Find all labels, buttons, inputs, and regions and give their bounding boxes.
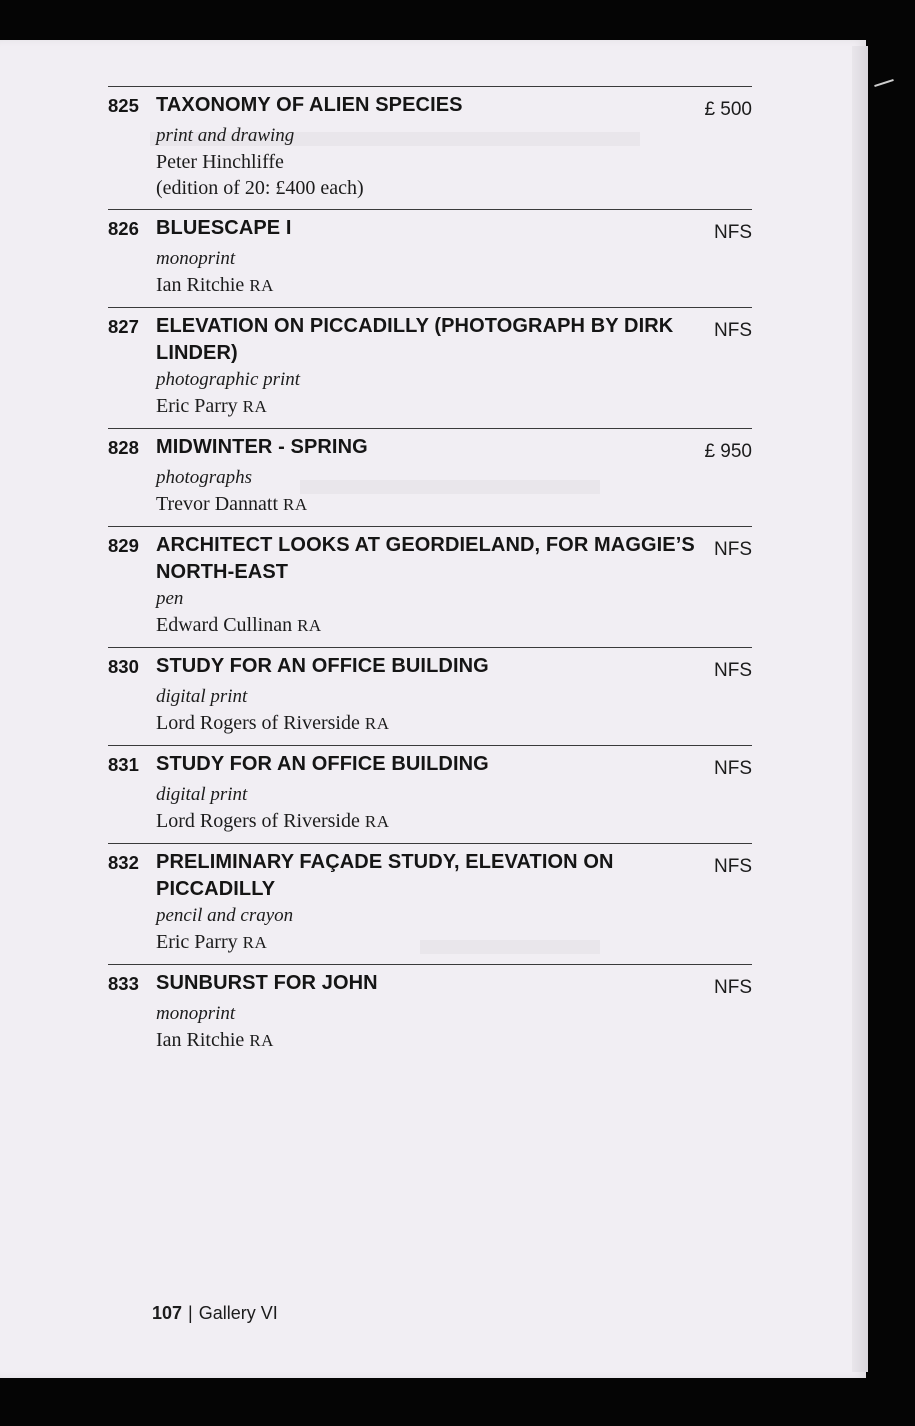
ra-suffix: RA bbox=[364, 714, 390, 733]
entry-title: STUDY FOR AN OFFICE BUILDING bbox=[156, 753, 489, 775]
entry-title: ARCHITECT LOOKS AT GEORDIELAND, FOR MAGGIE’S NORTH-EAST bbox=[156, 534, 695, 583]
artist-name: Edward Cullinan bbox=[156, 614, 293, 636]
entry-artist bbox=[156, 149, 752, 175]
entry-price: NFS bbox=[714, 758, 752, 779]
entry-title: PRELIMINARY FAÇADE STUDY, ELEVATION ON PICCADILLY bbox=[156, 851, 614, 900]
entry-number: 826 bbox=[108, 218, 139, 239]
entry-artist bbox=[156, 808, 752, 835]
entry-medium: photographs bbox=[156, 467, 253, 488]
catalogue-entry bbox=[108, 428, 752, 526]
artist-name: Eric Parry bbox=[156, 395, 238, 417]
entry-medium: monoprint bbox=[156, 248, 236, 269]
page-number: 107 bbox=[152, 1303, 183, 1323]
artist-name: Ian Ritchie bbox=[156, 274, 245, 296]
entry-medium: photographic print bbox=[156, 369, 301, 390]
entry-price: £ 950 bbox=[704, 441, 752, 462]
ra-suffix: RA bbox=[242, 933, 268, 952]
catalogue-entry bbox=[108, 647, 752, 745]
entry-artist bbox=[156, 710, 752, 737]
entry-number: 827 bbox=[108, 316, 139, 337]
section-name: Gallery VI bbox=[198, 1303, 278, 1323]
entry-price: NFS bbox=[714, 977, 752, 998]
ra-suffix: RA bbox=[249, 1031, 274, 1050]
entry-price: NFS bbox=[714, 660, 752, 681]
entry-edition: (edition of 20: £400 each) bbox=[156, 177, 364, 199]
entry-title: STUDY FOR AN OFFICE BUILDING bbox=[156, 655, 489, 677]
entry-number: 825 bbox=[108, 95, 139, 116]
catalogue-entry bbox=[108, 86, 752, 209]
catalogue-entry bbox=[108, 209, 752, 307]
ra-suffix: RA bbox=[242, 397, 268, 416]
entry-price: NFS bbox=[714, 320, 752, 341]
entry-medium: digital print bbox=[156, 686, 248, 707]
entry-artist bbox=[156, 491, 752, 518]
artist-name: Ian Ritchie bbox=[156, 1029, 245, 1051]
entry-medium: digital print bbox=[156, 784, 248, 805]
ra-suffix: RA bbox=[364, 812, 390, 831]
entry-artist bbox=[156, 393, 752, 420]
page-edge bbox=[852, 46, 868, 1372]
entry-title: ELEVATION ON PICCADILLY (PHOTOGRAPH BY DIRK LINDER) bbox=[156, 315, 674, 364]
ra-suffix: RA bbox=[249, 276, 274, 295]
scan-mark bbox=[874, 79, 894, 87]
entry-number: 828 bbox=[108, 437, 139, 458]
catalogue-entry bbox=[108, 964, 752, 1062]
entry-price: £ 500 bbox=[704, 99, 752, 120]
entry-artist bbox=[156, 1027, 752, 1054]
entry-title: TAXONOMY OF ALIEN SPECIES bbox=[156, 94, 463, 116]
catalogue-list bbox=[108, 86, 752, 1062]
artist-name: Lord Rogers of Riverside bbox=[156, 712, 360, 734]
page-footer bbox=[152, 1303, 278, 1324]
entry-price: NFS bbox=[714, 222, 752, 243]
entry-number: 830 bbox=[108, 656, 139, 677]
artist-name: Peter Hinchliffe bbox=[156, 151, 284, 173]
ra-suffix: RA bbox=[283, 495, 308, 514]
entry-medium: print and drawing bbox=[156, 125, 295, 146]
artist-name: Trevor Dannatt bbox=[156, 493, 279, 515]
entry-title: SUNBURST FOR JOHN bbox=[156, 972, 378, 994]
entry-artist bbox=[156, 272, 752, 299]
entry-number: 829 bbox=[108, 535, 139, 556]
entry-price: NFS bbox=[714, 539, 752, 560]
artist-name: Eric Parry bbox=[156, 931, 238, 953]
entry-number: 833 bbox=[108, 973, 139, 994]
entry-medium: pencil and crayon bbox=[156, 905, 294, 926]
ra-suffix: RA bbox=[297, 616, 322, 635]
catalogue-entry bbox=[108, 843, 752, 964]
entry-number: 832 bbox=[108, 852, 139, 873]
entry-medium: pen bbox=[156, 588, 184, 609]
entry-artist bbox=[156, 929, 752, 956]
entry-price: NFS bbox=[714, 856, 752, 877]
entry-artist bbox=[156, 612, 752, 639]
catalogue-entry bbox=[108, 526, 752, 647]
entry-title: MIDWINTER - SPRING bbox=[156, 436, 368, 458]
catalogue-entry bbox=[108, 745, 752, 843]
entry-medium: monoprint bbox=[156, 1003, 236, 1024]
footer-separator: | bbox=[188, 1303, 193, 1323]
catalogue-entry bbox=[108, 307, 752, 428]
artist-name: Lord Rogers of Riverside bbox=[156, 810, 360, 832]
entry-title: BLUESCAPE I bbox=[156, 217, 292, 239]
entry-number: 831 bbox=[108, 754, 139, 775]
